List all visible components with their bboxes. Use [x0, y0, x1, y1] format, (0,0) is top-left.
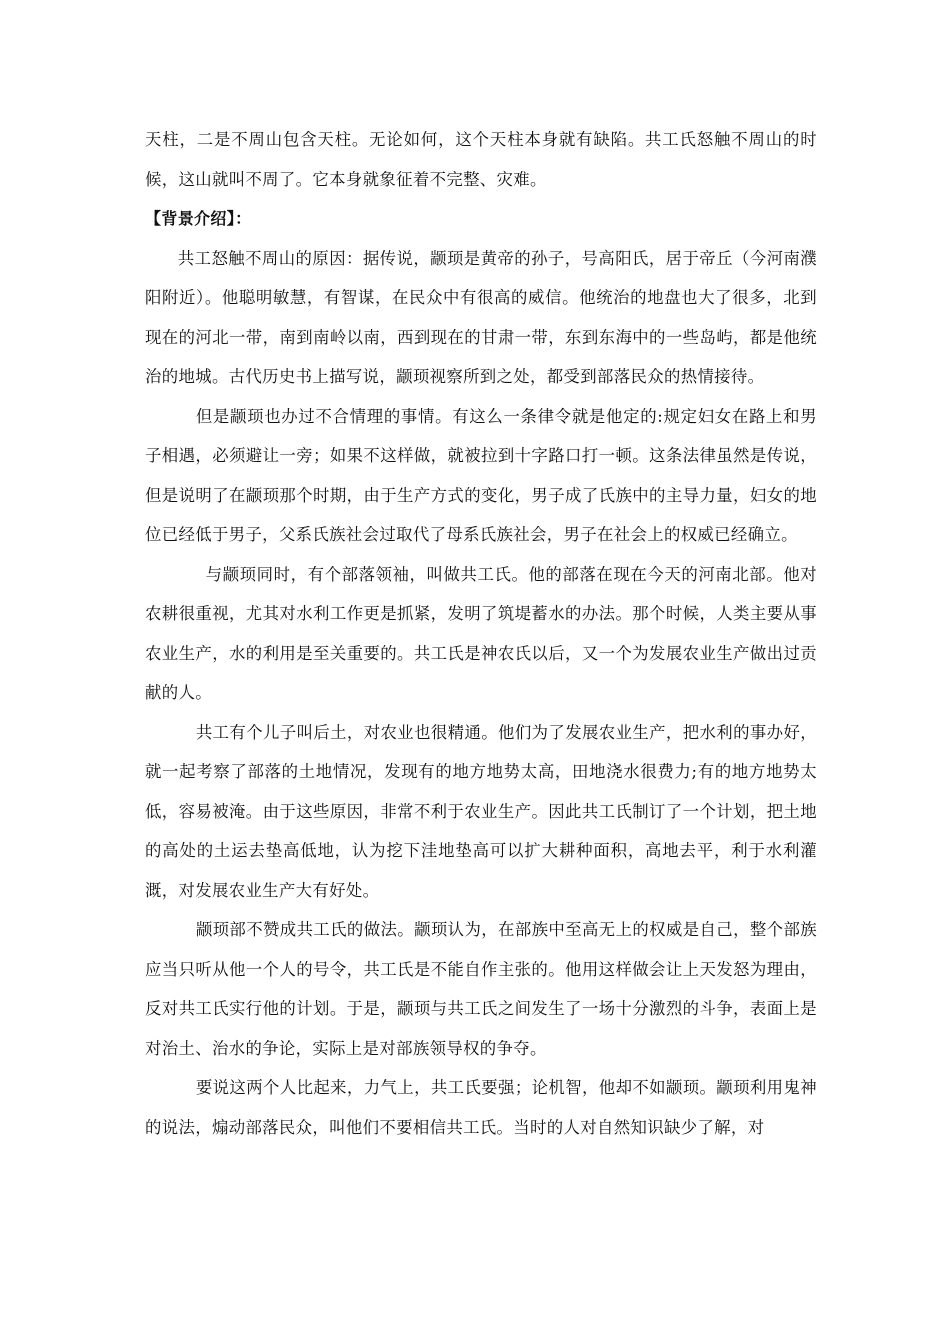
- paragraph: 颛顼部不赞成共工氏的做法。颛顼认为，在部族中至高无上的权威是自己，整个部族应当只听从他一个人的号令，共工氏是不能自作主张的。他用这样做会让上天发怒为理由，反对共工氏实行他的计划。于是，颛顼与共工氏之间发生了一场十分激烈的斗争，表面上是对治土、治水的争论，实际上是对部族领导权的争夺。: [145, 920, 817, 1058]
- paragraph: 共工怒触不周山的原因：据传说，颛顼是黄帝的孙子，号高阳氏，居于帝丘（今河南濮阳附近）。他聪明敏慧，有智谋，在民众中有很高的威信。他统治的地盘也大了很多，北到现在的河北一带，南到南岭以南，西到现在的甘肃一带，东到东海中的一些岛屿，都是他统治的地城。古代历史书上描写说，颛顼视察所到之处，都受到部落民众的热情接待。: [145, 248, 817, 386]
- paragraph: 但是颛顼也办过不合情理的事情。有这么一条律令就是他定的:规定妇女在路上和男子相遇，必须避让一旁；如果不这样做，就被拉到十字路口打一顿。这条法律虽然是传说，但是说明了在颛顼那个时期，由于生产方式的变化，男子成了氏族中的主导力量，妇女的地位已经低于男子，父系氏族社会过取代了母系氏族社会，男子在社会上的权威已经确立。: [145, 406, 817, 544]
- paragraph: 要说这两个人比起来，力气上，共工氏要强；论机智，他却不如颛顼。颛顼利用鬼神的说法，煽动部落民众，叫他们不要相信共工氏。当时的人对自然知识缺少了解，对: [145, 1078, 817, 1137]
- section-heading: 【背景介绍】：: [145, 209, 252, 228]
- text-column: [145, 120, 817, 1147]
- paragraph: 共工有个儿子叫后土，对农业也很精通。他们为了发展农业生产，把水利的事办好，就一起考察了部落的土地情况，发现有的地方地势太高，田地浇水很费力;有的地方地势太低，容易被淹。由于这些原因，非常不利于农业生产。因此共工氏制订了一个计划，把土地的高处的土运去垫高低地，认为挖下洼地垫高可以扩大耕种面积，高地去平，利于水利灌溉，对发展农业生产大有好处。: [145, 722, 817, 900]
- paragraph: 与颛顼同时，有个部落领袖，叫做共工氏。他的部落在现在今天的河南北部。他对农耕很重视，尤其对水利工作更是抓紧，发明了筑堤蓄水的办法。那个时候，人类主要从事农业生产，水的利用是至关重要的。共工氏是神农氏以后，又一个为发展农业生产做出过贡献的人。: [145, 564, 817, 702]
- paragraph-continuation: 天柱，二是不周山包含天柱。无论如何，这个天柱本身就有缺陷。共工氏怒触不周山的时候，这山就叫不周了。它本身就象征着不完整、灾难。: [145, 130, 817, 189]
